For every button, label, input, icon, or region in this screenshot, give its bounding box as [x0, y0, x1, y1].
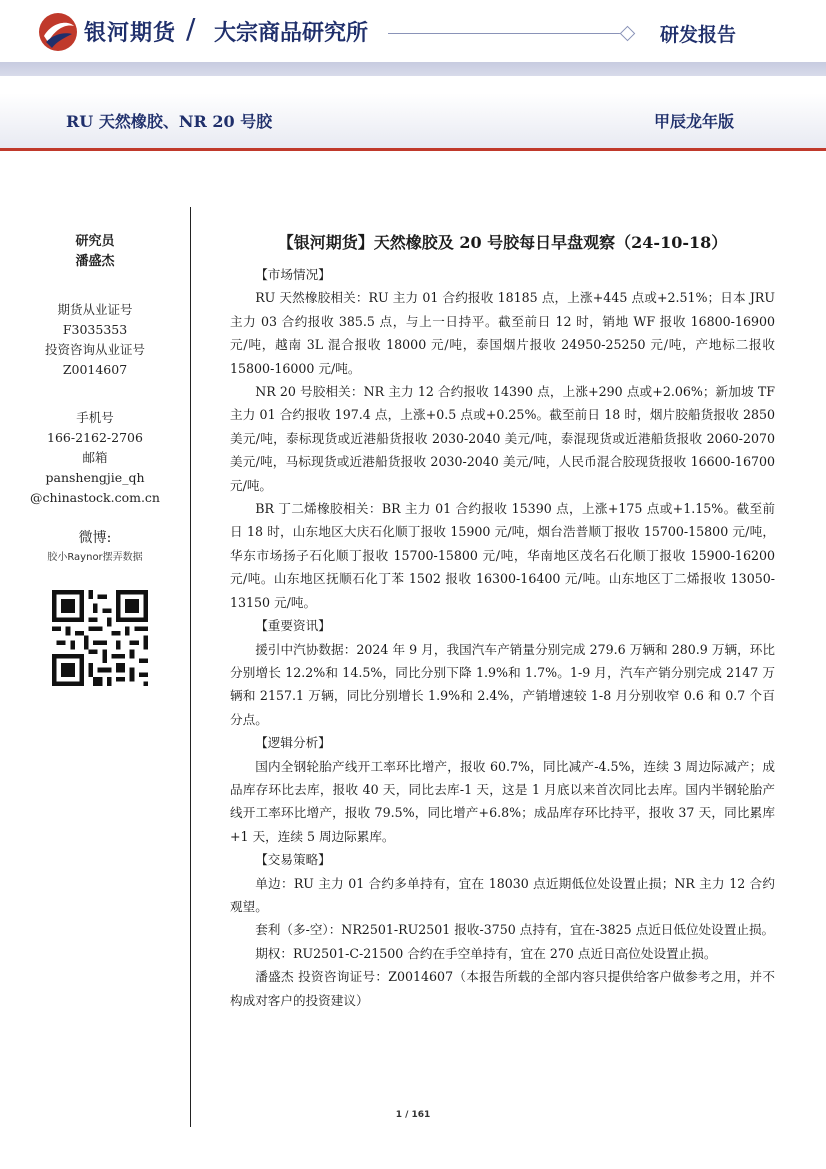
page-header: [0, 0, 826, 76]
section-strategy-heading: 【交易策略】: [255, 852, 331, 868]
analyst-sidebar: [0, 232, 190, 568]
analyst-name: 潘盛杰: [75, 254, 115, 269]
report-title: 【银河期货】天然橡胶及 20 号胶每日早盘观察（24-10-18）: [277, 233, 728, 252]
page-number: 1 / 161: [395, 1110, 431, 1120]
phone-label: 手机号: [76, 410, 114, 425]
institute-name: 大宗商品研究所: [214, 21, 369, 46]
weibo-name: 胶小Raynor摆弄数据: [47, 552, 143, 563]
galaxy-logo-icon: [38, 12, 78, 52]
news-paragraph: 援引中汽协数据：2024 年 9 月，我国汽车产销量分别完成 279.6 万辆和 280.9 万辆，环比分别增长 12.2%和 14.5%，同比分别下降 1.9%和 1.7%。1-9 月，汽车产销分别完成 2147 万辆和 2157.1 万辆，同比分别增长 1.9%和 2.4%，产销增速较 1-8 月分别收窄 0.6 和 0.7 个百分点。: [230, 641, 775, 727]
report-subject: RU 天然橡胶、NR 20 号胶: [66, 112, 273, 131]
qr-code-icon: [52, 590, 148, 686]
strategy-option: 期权：RU2501-C-21500 合约在手空单持有，宜在 270 点近日高位处设置止损。: [255, 945, 717, 961]
disclaimer: 潘盛杰 投资咨询证号：Z0014607（本报告所载的全部内容只提供给客户做参考之用，并不构成对客户的投资建议）: [230, 969, 775, 1008]
header-slash: /: [186, 12, 196, 45]
strategy-single: 单边：RU 主力 01 合约多单持有，宜在 18030 点近期低位处设置止损；NR 主力 12 合约观望。: [230, 875, 775, 914]
advisor-label: 投资咨询从业证号: [44, 342, 145, 357]
subject-bar: [0, 93, 826, 151]
header-rule: [388, 33, 623, 34]
analyst-label: 研究员: [75, 234, 115, 249]
email-label: 邮箱: [82, 450, 108, 465]
report-body: [230, 230, 775, 1012]
market-paragraph-br: BR 丁二烯橡胶相关：BR 主力 01 合约报收 15390 点，上涨+175 点或+1.15%。截至前日 18 时，山东地区大庆石化顺丁报收 15900 元/吨，烟台浩普顺丁报收 15700-15800 元/吨，华东市场扬子石化顺丁报收 15700-15800 元/吨，华南地区茂名石化顺丁报收 15900-16200 元/吨。山东地区抚顺石化丁苯 1502 报收 16300-16400 元/吨。山东地区丁二烯报收 13050-13150 元/吨。: [230, 501, 775, 610]
email-domain: @chinastock.com.cn: [30, 490, 160, 505]
section-news-heading: 【重要资讯】: [255, 618, 331, 634]
email-user: panshengjie_qh: [45, 470, 145, 485]
logic-paragraph: 国内全钢轮胎产线开工率环比增产，报收 60.7%，同比减产-4.5%，连续 3 周边际减产；成品库存环比去库，报收 40 天，同比去库-1 天，这是 1 月底以来首次同比去库。国内半钢轮胎产线开工率环比增产，报收 79.5%，同比增产+6.8%；成品库存环比持平，报收 37 天，同比累库+1 天，连续 5 周边际累库。: [230, 758, 775, 844]
market-paragraph-ru: RU 天然橡胶相关：RU 主力 01 合约报收 18185 点，上涨+445 点或+2.51%；日本 JRU 主力 03 合约报收 385.5 点，与上一日持平。截至前日 12 时，销地 WF 报收 16800-16900 元/吨，越南 3L 混合报收 18000 元/吨，泰国烟片报收 24950-25250 元/吨，产地标二报收 15800-16000 元/吨。: [230, 290, 775, 376]
report-edition: 甲辰龙年版: [654, 112, 735, 131]
strategy-arbitrage: 套利（多-空）：NR2501-RU2501 报收-3750 点持有，宜在-3825 点近日低位处设置止损。: [255, 922, 775, 938]
column-divider: [190, 207, 191, 1127]
cert-label: 期货从业证号: [57, 302, 133, 317]
cert-number: F3035353: [62, 322, 128, 337]
market-paragraph-nr: NR 20 号胶相关：NR 主力 12 合约报收 14390 点，上涨+290 点或+2.06%；新加坡 TF 主力 01 合约报收 197.4 点，上涨+0.5 点或+0.25%。截至前日 18 时，烟片胶船货报收 2850 美元/吨，泰标现货或近港船货报收 2030-2040 美元/吨，泰混现货或近港船货报收 2060-2070 美元/吨，马标现货或近港船货报收 2030-2040 美元/吨，人民币混合胶现货报收 16600-16700 元/吨。: [230, 384, 775, 493]
report-type: 研发报告: [660, 24, 737, 46]
header-band: [0, 62, 826, 76]
section-market-heading: 【市场情况】: [255, 267, 331, 282]
diamond-icon: [620, 26, 636, 42]
weibo-label: 微博:: [78, 530, 112, 546]
brand-name: 银河期货: [84, 21, 177, 46]
section-logic-heading: 【逻辑分析】: [255, 735, 331, 751]
advisor-number: Z0014607: [62, 362, 128, 377]
phone-number: 166-2162-2706: [47, 430, 143, 445]
